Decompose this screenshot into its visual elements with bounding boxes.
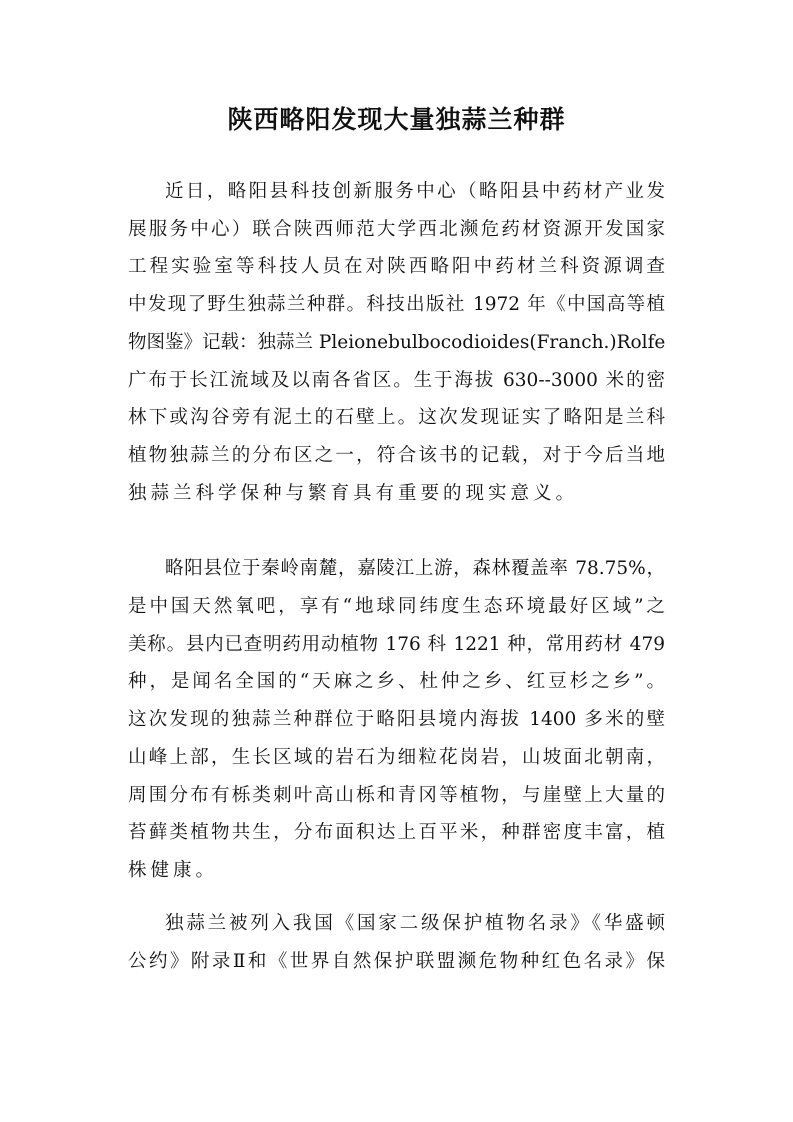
text-line: 这次发现的独蒜兰种群位于略阳县境内海拔 1400 多米的壁: [128, 709, 665, 730]
article-title: 陕西略阳发现大量独蒜兰种群: [227, 105, 566, 134]
text-line: 周围分布有栎类刺叶高山栎和青冈等植物，与崖壁上大量的: [128, 785, 665, 806]
text-line: 广布于长江流域及以南各省区。生于海拔 630--3000 米的密: [128, 370, 665, 391]
text-line: 略阳县位于秦岭南麓，嘉陵江上游，森林覆盖率 78.75%，: [165, 558, 665, 579]
text-line: 独蒜兰科学保种与繁育具有重要的现实意义。: [128, 483, 579, 504]
text-line: 林下或沟谷旁有泥土的石壁上。这次发现证实了略阳是兰科: [128, 407, 665, 428]
text-line: 物图鉴》记载：独蒜兰 Pleionebulbocodioides(Franch.)Rolfe: [128, 332, 666, 353]
text-line: 公约》附录Ⅱ和《世界自然保护联盟濒危物种红色名录》保: [128, 951, 665, 972]
text-line: 近日，略阳县科技创新服务中心（略阳县中药材产业发: [165, 181, 665, 202]
text-line: 苔藓类植物共生，分布面积达上百平米，种群密度丰富，植: [128, 822, 665, 843]
text-line: 中发现了野生独蒜兰种群。科技出版社 1972 年《中国高等植: [128, 294, 665, 315]
text-line: 株健康。: [128, 860, 219, 881]
text-line: 山峰上部，生长区域的岩石为细粒花岗岩，山坡面北朝南，: [128, 747, 665, 768]
text-line: 独蒜兰被列入我国《国家二级保护植物名录》《华盛顿: [165, 913, 665, 934]
text-line: 工程实验室等科技人员在对陕西略阳中药材兰科资源调查: [128, 256, 665, 277]
text-line: 展服务中心）联合陕西师范大学西北濒危药材资源开发国家: [128, 219, 665, 240]
text-line: 是中国天然氧吧，享有“地球同纬度生态环境最好区域”之: [128, 596, 665, 617]
text-line: 植物独蒜兰的分布区之一，符合该书的记载，对于今后当地: [128, 445, 665, 466]
text-line: 美称。县内已查明药用动植物 176 科 1221 种，常用药材 479: [128, 634, 665, 655]
text-line: 种，是闻名全国的“天麻之乡、杜仲之乡、红豆杉之乡”。: [128, 671, 665, 692]
